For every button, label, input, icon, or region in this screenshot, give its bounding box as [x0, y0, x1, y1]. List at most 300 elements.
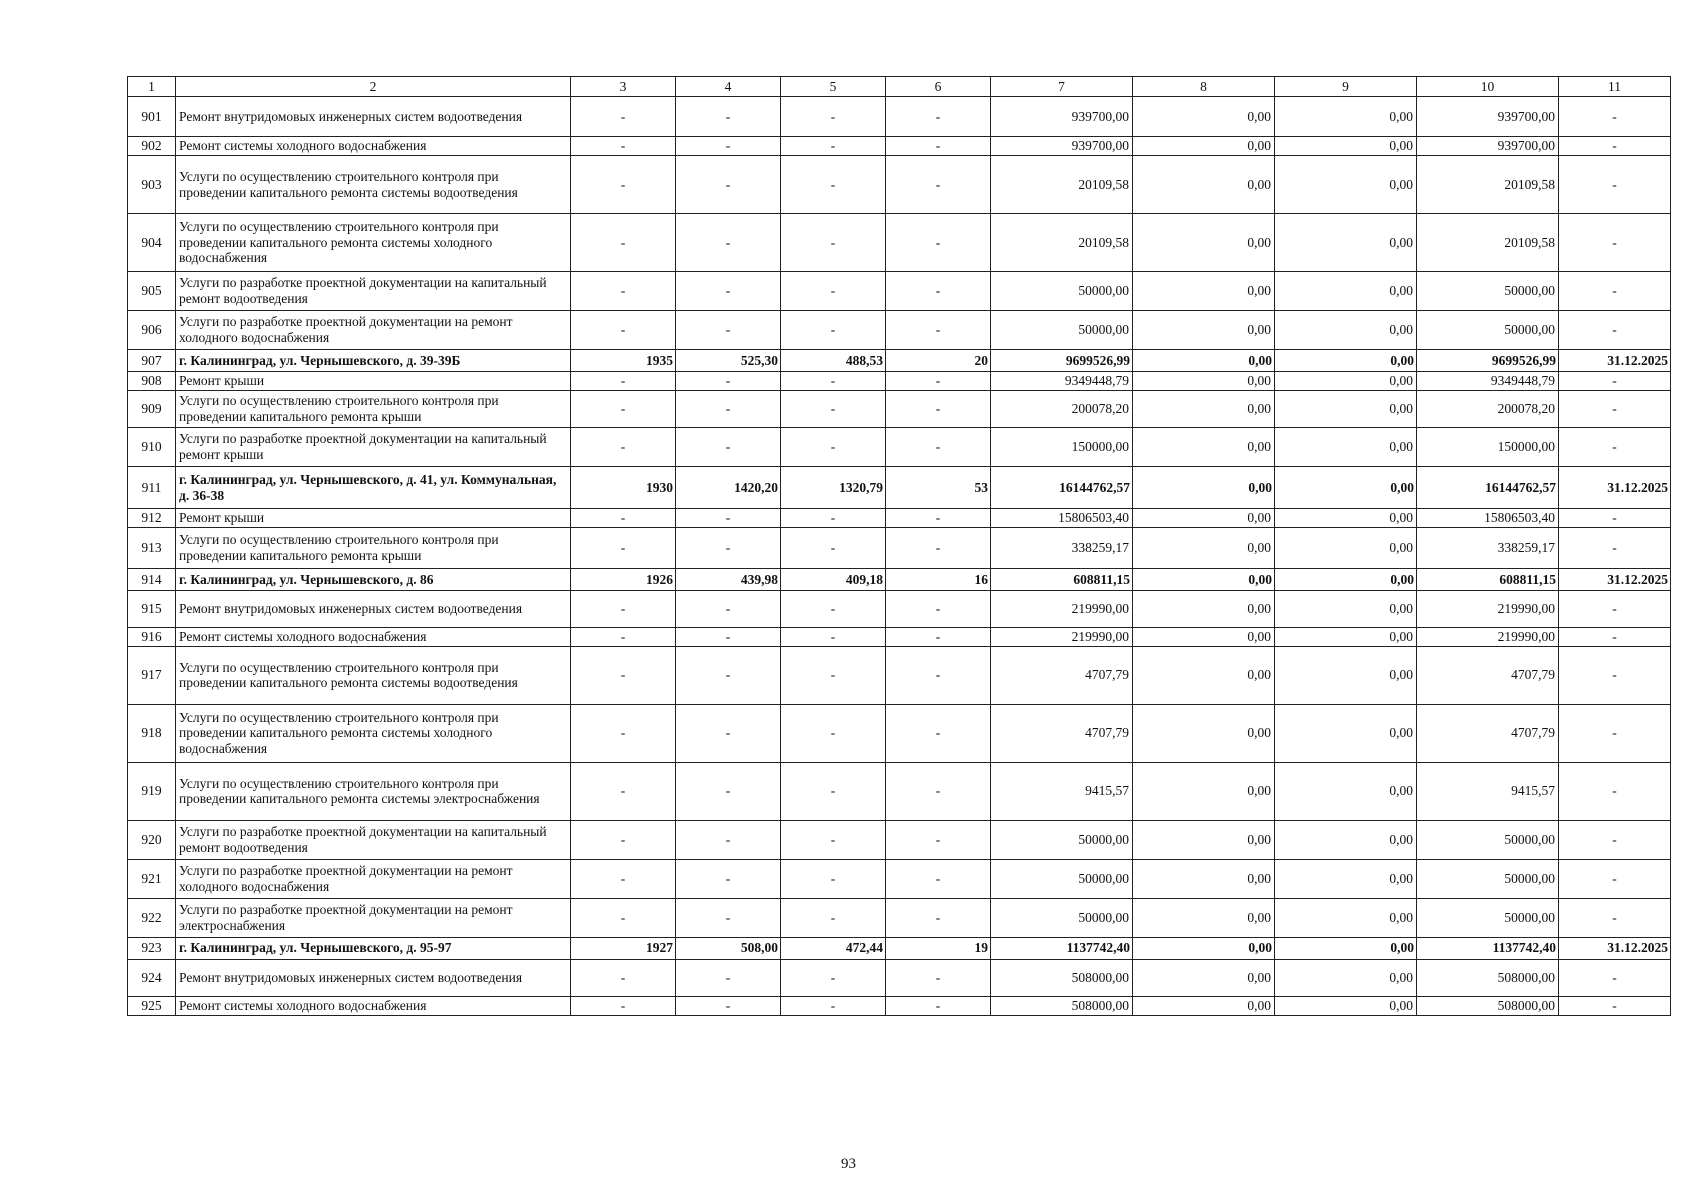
col-6-value: - — [886, 820, 991, 859]
col-9-amount: 0,00 — [1275, 156, 1417, 214]
col-10-amount: 50000,00 — [1417, 820, 1559, 859]
col-9-amount: 0,00 — [1275, 628, 1417, 647]
col-4-value: - — [676, 311, 781, 350]
col-6-value: - — [886, 272, 991, 311]
col-6-value: - — [886, 137, 991, 156]
column-number: 6 — [886, 77, 991, 97]
col-11-deadline: - — [1559, 272, 1671, 311]
col-11-deadline: 31.12.2025 — [1559, 350, 1671, 372]
col-5-value: - — [781, 628, 886, 647]
col-5-value: - — [781, 591, 886, 628]
col-8-amount: 0,00 — [1133, 509, 1275, 528]
col-6-value: 53 — [886, 467, 991, 509]
col-4-value: 508,00 — [676, 937, 781, 959]
col-8-amount: 0,00 — [1133, 996, 1275, 1015]
col-10-amount: 608811,15 — [1417, 569, 1559, 591]
col-10-amount: 4707,79 — [1417, 646, 1559, 704]
col-5-value: - — [781, 859, 886, 898]
col-3-value: - — [571, 372, 676, 391]
work-description: Ремонт крыши — [176, 509, 571, 528]
col-5-value: - — [781, 959, 886, 996]
column-number: 8 — [1133, 77, 1275, 97]
building-address: г. Калининград, ул. Чернышевского, д. 39-39Б — [176, 350, 571, 372]
col-3-value: - — [571, 509, 676, 528]
col-11-deadline: - — [1559, 509, 1671, 528]
col-11-deadline: - — [1559, 820, 1671, 859]
col-6-value: - — [886, 97, 991, 137]
col-4-value: - — [676, 898, 781, 937]
col-11-deadline: - — [1559, 311, 1671, 350]
col-10-amount: 1137742,40 — [1417, 937, 1559, 959]
work-description: Услуги по осуществлению строительного контроля при проведении капитального ремонта системы водоотведения — [176, 156, 571, 214]
col-5-value: - — [781, 820, 886, 859]
col-6-value: - — [886, 996, 991, 1015]
work-item-row — [128, 528, 1671, 569]
col-3-value: - — [571, 628, 676, 647]
work-item-row — [128, 311, 1671, 350]
col-6-value: - — [886, 762, 991, 820]
col-8-amount: 0,00 — [1133, 937, 1275, 959]
col-9-amount: 0,00 — [1275, 704, 1417, 762]
col-5-value: - — [781, 272, 886, 311]
col-10-amount: 219990,00 — [1417, 591, 1559, 628]
col-9-amount: 0,00 — [1275, 350, 1417, 372]
col-7-amount: 608811,15 — [991, 569, 1133, 591]
col-5-value: - — [781, 509, 886, 528]
col-3-value: - — [571, 646, 676, 704]
col-6-value: - — [886, 959, 991, 996]
col-10-amount: 200078,20 — [1417, 391, 1559, 428]
row-number: 907 — [128, 350, 176, 372]
col-5-value: - — [781, 646, 886, 704]
row-number: 904 — [128, 214, 176, 272]
col-6-value: 16 — [886, 569, 991, 591]
col-3-value: - — [571, 311, 676, 350]
col-10-amount: 20109,58 — [1417, 214, 1559, 272]
col-4-value: - — [676, 762, 781, 820]
work-item-row — [128, 898, 1671, 937]
col-9-amount: 0,00 — [1275, 569, 1417, 591]
col-3-value: - — [571, 528, 676, 569]
row-number: 922 — [128, 898, 176, 937]
col-8-amount: 0,00 — [1133, 898, 1275, 937]
col-6-value: - — [886, 428, 991, 467]
col-8-amount: 0,00 — [1133, 137, 1275, 156]
work-description: Услуги по осуществлению строительного контроля при проведении капитального ремонта крыши — [176, 528, 571, 569]
work-item-row — [128, 646, 1671, 704]
col-8-amount: 0,00 — [1133, 762, 1275, 820]
col-9-amount: 0,00 — [1275, 97, 1417, 137]
col-3-value: - — [571, 156, 676, 214]
col-4-value: - — [676, 996, 781, 1015]
col-7-amount: 50000,00 — [991, 272, 1133, 311]
building-address: г. Калининград, ул. Чернышевского, д. 86 — [176, 569, 571, 591]
col-9-amount: 0,00 — [1275, 214, 1417, 272]
col-10-amount: 939700,00 — [1417, 137, 1559, 156]
col-5-value: - — [781, 898, 886, 937]
col-5-value: 472,44 — [781, 937, 886, 959]
document-sheet — [127, 76, 1670, 1016]
work-description: Услуги по осуществлению строительного контроля при проведении капитального ремонта системы водоотведения — [176, 646, 571, 704]
col-7-amount: 50000,00 — [991, 820, 1133, 859]
col-7-amount: 338259,17 — [991, 528, 1133, 569]
col-10-amount: 16144762,57 — [1417, 467, 1559, 509]
column-number: 4 — [676, 77, 781, 97]
building-row — [128, 350, 1671, 372]
col-6-value: - — [886, 704, 991, 762]
work-description: Ремонт крыши — [176, 372, 571, 391]
col-6-value: - — [886, 628, 991, 647]
col-5-value: - — [781, 528, 886, 569]
col-3-value: - — [571, 214, 676, 272]
column-number: 5 — [781, 77, 886, 97]
col-9-amount: 0,00 — [1275, 428, 1417, 467]
row-number: 920 — [128, 820, 176, 859]
col-11-deadline: - — [1559, 137, 1671, 156]
col-6-value: - — [886, 646, 991, 704]
col-4-value: - — [676, 372, 781, 391]
row-number: 923 — [128, 937, 176, 959]
row-number: 924 — [128, 959, 176, 996]
col-8-amount: 0,00 — [1133, 467, 1275, 509]
col-5-value: - — [781, 391, 886, 428]
col-7-amount: 939700,00 — [991, 137, 1133, 156]
col-9-amount: 0,00 — [1275, 372, 1417, 391]
col-3-value: 1935 — [571, 350, 676, 372]
col-7-amount: 16144762,57 — [991, 467, 1133, 509]
column-number: 11 — [1559, 77, 1671, 97]
col-11-deadline: - — [1559, 428, 1671, 467]
col-9-amount: 0,00 — [1275, 859, 1417, 898]
work-description: Услуги по разработке проектной документации на капитальный ремонт водоотведения — [176, 272, 571, 311]
col-11-deadline: 31.12.2025 — [1559, 467, 1671, 509]
work-description: Услуги по разработке проектной документации на ремонт холодного водоснабжения — [176, 311, 571, 350]
column-number-row — [128, 77, 1671, 97]
col-7-amount: 200078,20 — [991, 391, 1133, 428]
col-6-value: - — [886, 214, 991, 272]
building-row — [128, 569, 1671, 591]
col-8-amount: 0,00 — [1133, 428, 1275, 467]
col-7-amount: 150000,00 — [991, 428, 1133, 467]
work-item-row — [128, 509, 1671, 528]
work-item-row — [128, 272, 1671, 311]
col-6-value: - — [886, 311, 991, 350]
column-number: 9 — [1275, 77, 1417, 97]
col-4-value: - — [676, 528, 781, 569]
col-4-value: - — [676, 859, 781, 898]
col-9-amount: 0,00 — [1275, 820, 1417, 859]
col-3-value: 1930 — [571, 467, 676, 509]
col-3-value: - — [571, 137, 676, 156]
col-5-value: 409,18 — [781, 569, 886, 591]
row-number: 925 — [128, 996, 176, 1015]
col-11-deadline: - — [1559, 704, 1671, 762]
col-3-value: - — [571, 898, 676, 937]
col-5-value: - — [781, 97, 886, 137]
row-number: 916 — [128, 628, 176, 647]
col-7-amount: 50000,00 — [991, 311, 1133, 350]
col-11-deadline: - — [1559, 156, 1671, 214]
row-number: 910 — [128, 428, 176, 467]
col-11-deadline: - — [1559, 996, 1671, 1015]
col-8-amount: 0,00 — [1133, 859, 1275, 898]
col-5-value: - — [781, 156, 886, 214]
work-description: Ремонт внутридомовых инженерных систем водоотведения — [176, 591, 571, 628]
col-11-deadline: - — [1559, 591, 1671, 628]
col-4-value: - — [676, 509, 781, 528]
col-3-value: - — [571, 762, 676, 820]
col-11-deadline: - — [1559, 372, 1671, 391]
col-7-amount: 9699526,99 — [991, 350, 1133, 372]
col-7-amount: 50000,00 — [991, 898, 1133, 937]
col-10-amount: 508000,00 — [1417, 996, 1559, 1015]
building-row — [128, 467, 1671, 509]
col-3-value: - — [571, 820, 676, 859]
col-4-value: 439,98 — [676, 569, 781, 591]
work-item-row — [128, 996, 1671, 1015]
work-description: Услуги по разработке проектной документации на капитальный ремонт крыши — [176, 428, 571, 467]
row-number: 908 — [128, 372, 176, 391]
col-9-amount: 0,00 — [1275, 591, 1417, 628]
col-11-deadline: - — [1559, 646, 1671, 704]
col-7-amount: 20109,58 — [991, 156, 1133, 214]
col-3-value: - — [571, 859, 676, 898]
row-number: 906 — [128, 311, 176, 350]
work-description: Ремонт системы холодного водоснабжения — [176, 137, 571, 156]
col-6-value: - — [886, 391, 991, 428]
col-10-amount: 50000,00 — [1417, 898, 1559, 937]
work-item-row — [128, 97, 1671, 137]
col-8-amount: 0,00 — [1133, 591, 1275, 628]
building-address: г. Калининград, ул. Чернышевского, д. 41, ул. Коммунальная, д. 36-38 — [176, 467, 571, 509]
column-number: 1 — [128, 77, 176, 97]
col-10-amount: 50000,00 — [1417, 311, 1559, 350]
col-5-value: - — [781, 311, 886, 350]
col-5-value: - — [781, 372, 886, 391]
col-5-value: 1320,79 — [781, 467, 886, 509]
col-6-value: - — [886, 859, 991, 898]
col-4-value: - — [676, 137, 781, 156]
col-11-deadline: - — [1559, 97, 1671, 137]
page-number: 93 — [841, 1156, 856, 1172]
work-description: Ремонт системы холодного водоснабжения — [176, 628, 571, 647]
col-8-amount: 0,00 — [1133, 628, 1275, 647]
col-3-value: - — [571, 591, 676, 628]
row-number: 918 — [128, 704, 176, 762]
col-8-amount: 0,00 — [1133, 569, 1275, 591]
work-item-row — [128, 820, 1671, 859]
col-4-value: - — [676, 591, 781, 628]
work-item-row — [128, 214, 1671, 272]
col-5-value: - — [781, 996, 886, 1015]
row-number: 913 — [128, 528, 176, 569]
col-8-amount: 0,00 — [1133, 97, 1275, 137]
col-9-amount: 0,00 — [1275, 959, 1417, 996]
row-number: 911 — [128, 467, 176, 509]
col-4-value: - — [676, 820, 781, 859]
col-4-value: 525,30 — [676, 350, 781, 372]
col-11-deadline: - — [1559, 959, 1671, 996]
col-11-deadline: - — [1559, 628, 1671, 647]
col-10-amount: 9349448,79 — [1417, 372, 1559, 391]
col-3-value: - — [571, 97, 676, 137]
col-9-amount: 0,00 — [1275, 272, 1417, 311]
col-4-value: - — [676, 391, 781, 428]
row-number: 917 — [128, 646, 176, 704]
col-8-amount: 0,00 — [1133, 820, 1275, 859]
col-8-amount: 0,00 — [1133, 391, 1275, 428]
work-description: Услуги по разработке проектной документации на капитальный ремонт водоотведения — [176, 820, 571, 859]
work-item-row — [128, 156, 1671, 214]
work-description: Услуги по осуществлению строительного контроля при проведении капитального ремонта системы холодного водоснабжения — [176, 214, 571, 272]
row-number: 912 — [128, 509, 176, 528]
col-11-deadline: - — [1559, 214, 1671, 272]
col-5-value: - — [781, 704, 886, 762]
work-item-row — [128, 591, 1671, 628]
column-number: 10 — [1417, 77, 1559, 97]
col-6-value: - — [886, 898, 991, 937]
col-4-value: - — [676, 428, 781, 467]
col-9-amount: 0,00 — [1275, 996, 1417, 1015]
col-10-amount: 338259,17 — [1417, 528, 1559, 569]
row-number: 915 — [128, 591, 176, 628]
col-10-amount: 508000,00 — [1417, 959, 1559, 996]
col-4-value: 1420,20 — [676, 467, 781, 509]
col-7-amount: 9349448,79 — [991, 372, 1133, 391]
col-3-value: - — [571, 272, 676, 311]
col-11-deadline: - — [1559, 762, 1671, 820]
col-11-deadline: 31.12.2025 — [1559, 937, 1671, 959]
col-7-amount: 939700,00 — [991, 97, 1133, 137]
col-11-deadline: - — [1559, 391, 1671, 428]
col-10-amount: 939700,00 — [1417, 97, 1559, 137]
work-item-row — [128, 428, 1671, 467]
work-item-row — [128, 704, 1671, 762]
col-8-amount: 0,00 — [1133, 528, 1275, 569]
row-number: 902 — [128, 137, 176, 156]
col-7-amount: 15806503,40 — [991, 509, 1133, 528]
col-3-value: - — [571, 959, 676, 996]
col-9-amount: 0,00 — [1275, 509, 1417, 528]
col-8-amount: 0,00 — [1133, 704, 1275, 762]
col-8-amount: 0,00 — [1133, 156, 1275, 214]
col-3-value: - — [571, 996, 676, 1015]
col-6-value: 20 — [886, 350, 991, 372]
col-3-value: 1926 — [571, 569, 676, 591]
col-7-amount: 50000,00 — [991, 859, 1133, 898]
row-number: 909 — [128, 391, 176, 428]
row-number: 921 — [128, 859, 176, 898]
col-8-amount: 0,00 — [1133, 646, 1275, 704]
col-8-amount: 0,00 — [1133, 350, 1275, 372]
col-3-value: - — [571, 391, 676, 428]
col-4-value: - — [676, 646, 781, 704]
col-9-amount: 0,00 — [1275, 311, 1417, 350]
col-4-value: - — [676, 628, 781, 647]
col-10-amount: 50000,00 — [1417, 272, 1559, 311]
col-5-value: 488,53 — [781, 350, 886, 372]
col-6-value: - — [886, 528, 991, 569]
col-10-amount: 15806503,40 — [1417, 509, 1559, 528]
work-item-row — [128, 372, 1671, 391]
col-7-amount: 9415,57 — [991, 762, 1133, 820]
row-number: 905 — [128, 272, 176, 311]
col-6-value: - — [886, 591, 991, 628]
col-7-amount: 219990,00 — [991, 591, 1133, 628]
col-3-value: - — [571, 428, 676, 467]
work-description: Услуги по осуществлению строительного контроля при проведении капитального ремонта системы электроснабжения — [176, 762, 571, 820]
col-10-amount: 219990,00 — [1417, 628, 1559, 647]
col-6-value: - — [886, 372, 991, 391]
col-10-amount: 20109,58 — [1417, 156, 1559, 214]
col-7-amount: 20109,58 — [991, 214, 1133, 272]
column-number: 2 — [176, 77, 571, 97]
work-item-row — [128, 137, 1671, 156]
work-description: Услуги по разработке проектной документации на ремонт электроснабжения — [176, 898, 571, 937]
work-description: Услуги по осуществлению строительного контроля при проведении капитального ремонта системы холодного водоснабжения — [176, 704, 571, 762]
col-4-value: - — [676, 214, 781, 272]
col-8-amount: 0,00 — [1133, 272, 1275, 311]
work-description: Ремонт внутридомовых инженерных систем водоотведения — [176, 959, 571, 996]
row-number: 914 — [128, 569, 176, 591]
col-11-deadline: - — [1559, 859, 1671, 898]
col-6-value: - — [886, 509, 991, 528]
work-item-row — [128, 391, 1671, 428]
row-number: 901 — [128, 97, 176, 137]
col-11-deadline: - — [1559, 528, 1671, 569]
col-9-amount: 0,00 — [1275, 646, 1417, 704]
col-4-value: - — [676, 272, 781, 311]
col-11-deadline: 31.12.2025 — [1559, 569, 1671, 591]
col-5-value: - — [781, 214, 886, 272]
repair-schedule-table — [127, 76, 1671, 1016]
row-number: 919 — [128, 762, 176, 820]
col-10-amount: 9699526,99 — [1417, 350, 1559, 372]
col-4-value: - — [676, 156, 781, 214]
work-description: Ремонт внутридомовых инженерных систем водоотведения — [176, 97, 571, 137]
col-3-value: 1927 — [571, 937, 676, 959]
table-body — [128, 97, 1671, 1016]
building-row — [128, 937, 1671, 959]
work-item-row — [128, 762, 1671, 820]
col-9-amount: 0,00 — [1275, 528, 1417, 569]
col-4-value: - — [676, 97, 781, 137]
col-7-amount: 4707,79 — [991, 704, 1133, 762]
col-4-value: - — [676, 704, 781, 762]
col-3-value: - — [571, 704, 676, 762]
col-4-value: - — [676, 959, 781, 996]
col-5-value: - — [781, 762, 886, 820]
col-10-amount: 150000,00 — [1417, 428, 1559, 467]
col-5-value: - — [781, 137, 886, 156]
col-8-amount: 0,00 — [1133, 959, 1275, 996]
work-description: Услуги по осуществлению строительного контроля при проведении капитального ремонта крыши — [176, 391, 571, 428]
col-9-amount: 0,00 — [1275, 137, 1417, 156]
work-item-row — [128, 859, 1671, 898]
col-10-amount: 50000,00 — [1417, 859, 1559, 898]
col-8-amount: 0,00 — [1133, 214, 1275, 272]
col-7-amount: 508000,00 — [991, 996, 1133, 1015]
work-description: Услуги по разработке проектной документации на ремонт холодного водоснабжения — [176, 859, 571, 898]
col-10-amount: 4707,79 — [1417, 704, 1559, 762]
col-8-amount: 0,00 — [1133, 372, 1275, 391]
col-9-amount: 0,00 — [1275, 762, 1417, 820]
col-10-amount: 9415,57 — [1417, 762, 1559, 820]
col-9-amount: 0,00 — [1275, 898, 1417, 937]
column-number: 7 — [991, 77, 1133, 97]
work-description: Ремонт системы холодного водоснабжения — [176, 996, 571, 1015]
col-8-amount: 0,00 — [1133, 311, 1275, 350]
